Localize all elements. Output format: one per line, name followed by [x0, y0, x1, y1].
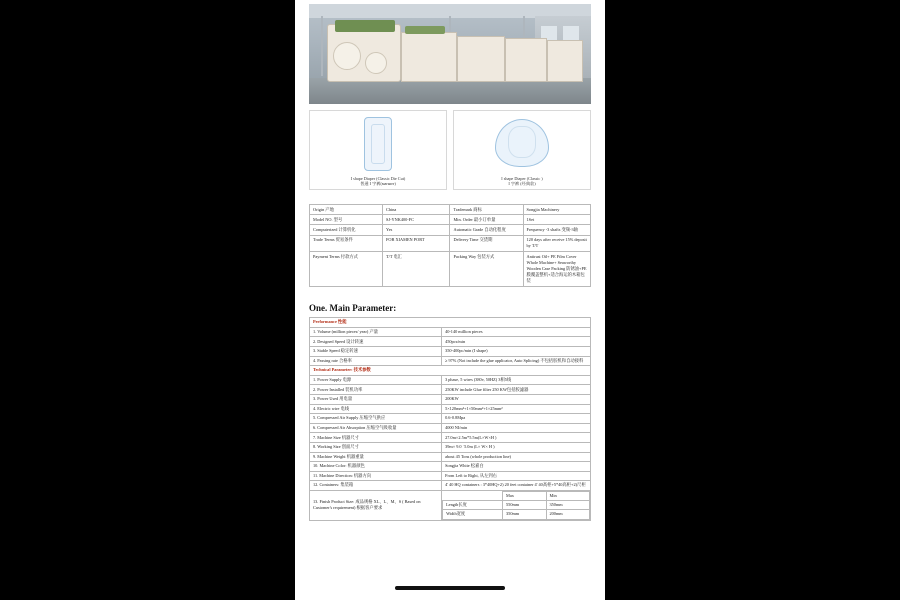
info-key: Automatic Grade 自动化程度 [450, 225, 523, 235]
table-row [310, 423, 591, 433]
param-value: 5×120mm²+1×50mm²+1×25mm² [442, 404, 591, 414]
info-key: Min. Order 最小订单量 [450, 215, 523, 225]
info-key: Packing Way 包装方式 [450, 252, 523, 287]
photo-material-roll [365, 52, 387, 74]
performance-section-header: Performance 性能 [310, 318, 591, 328]
dimension-label: Width宽度 [443, 510, 503, 519]
dimension-min: 200mm [546, 510, 590, 519]
param-label: 7. Machine Size 机器尺寸 [310, 433, 442, 443]
param-value: 3 phase, 5 wires (380v, 50HZ) 3相5线 [442, 375, 591, 385]
table-row [310, 394, 591, 404]
table-row [310, 346, 591, 356]
table-row [310, 356, 591, 366]
param-label: 4. Passing rate 合格率 [310, 356, 442, 366]
param-label: 5. Compressed Air Supply 压缩空气供应 [310, 414, 442, 424]
photo-machine-unit [401, 32, 457, 82]
info-value: Songjia Machinery [523, 205, 590, 215]
param-value: 4000 NI/min [442, 423, 591, 433]
table-row [310, 471, 591, 481]
dimension-max: 350mm [503, 510, 546, 519]
param-label: 12. Containers: 集装箱 [310, 481, 442, 491]
param-value: Songjia White 松嘉白 [442, 462, 591, 472]
col-header-min: Min [546, 491, 590, 500]
info-value: Frequency -3 shafts 变频-3轴 [523, 225, 590, 235]
photo-machine-unit [505, 38, 547, 82]
finish-product-row [310, 490, 591, 520]
home-indicator[interactable] [395, 586, 505, 590]
product-caption-en: I shape Diaper (Classic ) [501, 175, 543, 181]
photo-material-roll [333, 42, 361, 70]
param-label: 3. Power Used 用电量 [310, 394, 442, 404]
dimension-max: 550mm [503, 501, 546, 510]
param-label: 9. Machine Weight 机器重量 [310, 452, 442, 462]
table-row [310, 462, 591, 472]
param-label: 2. Designed Speed 设计转速 [310, 337, 442, 347]
product-caption-1 [310, 176, 446, 187]
table-row [310, 205, 591, 215]
product-caption-cn: 普通 I 字裤(магнит) [360, 181, 396, 187]
info-key: Trade Terms 贸易条件 [310, 235, 383, 251]
info-value: FOB XIAMEN PORT [383, 235, 450, 251]
param-value: 40-140 million pieces [442, 327, 591, 337]
param-value: about 45 Tons (whole production line) [442, 452, 591, 462]
param-label: 2. Power Installed 装机功率 [310, 385, 442, 395]
info-key: Origin 产地 [310, 205, 383, 215]
dimension-min: 350mm [546, 501, 590, 510]
table-row [310, 215, 591, 225]
product-info-table [309, 204, 591, 287]
table-row [443, 491, 590, 500]
section-header-row [310, 318, 591, 328]
page-title: One. Main Parameter: [309, 303, 397, 314]
diaper-die-cut-illustration [364, 117, 392, 171]
empty-cell [443, 491, 503, 500]
section-header-row [310, 366, 591, 376]
table-row [310, 404, 591, 414]
param-label: 1. Volume (million pieces/ year) 产量 [310, 327, 442, 337]
param-label: 6. Compressed Air Absorption 压缩空气吸收量 [310, 423, 442, 433]
table-row [310, 337, 591, 347]
param-value: 250KW include Glue filter 250 KW包括胶滤器 [442, 385, 591, 395]
photo-machine-unit [547, 40, 583, 82]
product-card-1 [309, 110, 447, 190]
param-value: 200KW [442, 394, 591, 404]
table-row [310, 385, 591, 395]
technical-section-header: Technical Parameter: 技术参数 [310, 366, 591, 376]
param-value: 4' 40 HQ containers : 3*40HQ+2) 20 feet container 4' 40高柜+5*40高柜+2)尺柜 [442, 481, 591, 491]
param-value: 0.6-0.8Mpa [442, 414, 591, 424]
param-label: 10. Machine Color: 机器颜色 [310, 462, 442, 472]
info-key: Model NO. 型号 [310, 215, 383, 225]
info-key: Payment Terms 付款方式 [310, 252, 383, 287]
param-label: 4. Electric wire 电线 [310, 404, 442, 414]
table-row [310, 235, 591, 251]
param-label: 1. Power Supply 电源 [310, 375, 442, 385]
info-value: T/T 电汇 [383, 252, 450, 287]
photo-green-cover [335, 20, 395, 32]
info-value: 120 days after receive 15% deposit by T/T [523, 235, 590, 251]
param-value: 39m× 9.0 ˙5.0m (L× W× H ) [442, 442, 591, 452]
product-caption-cn: I 字裤 (经典款) [508, 181, 536, 187]
dimension-label: Length长度 [443, 501, 503, 510]
table-row [443, 501, 590, 510]
table-row [443, 510, 590, 519]
finish-product-size-table-cell [442, 490, 591, 520]
finish-product-label: 13. Finish Product Size: 成品规格 XL、L、M、S ( Based on Customer's requirement) 根据客户要求 [310, 490, 442, 520]
param-value: From Left to Right, 从左到右 [442, 471, 591, 481]
table-row [310, 414, 591, 424]
param-value: 450pcs/min [442, 337, 591, 347]
product-caption-en: I shape Diaper (Classic Die Cut) [350, 175, 406, 181]
table-row [310, 225, 591, 235]
table-row [310, 252, 591, 287]
factory-photo [309, 4, 591, 104]
info-key: Computerized 计算机化 [310, 225, 383, 235]
product-card-2 [453, 110, 591, 190]
parameter-table [309, 317, 591, 520]
photo-green-cover [405, 26, 445, 34]
info-value: China [383, 205, 450, 215]
param-label: 3. Stable Speed 稳定转速 [310, 346, 442, 356]
param-value: ≥ 97% (Not include the glue applicator, Auto Splicing) 不包括胶机和自动接料 [442, 356, 591, 366]
info-value: Antirust Oil+ PE Film Cover Whole Machine+ Seaworthy Wooden Case Packing 防锈油+PE膜覆盖整机+适合海运的木箱包装 [523, 252, 590, 287]
info-key: Trademark 商标 [450, 205, 523, 215]
info-value: SJ-YNK400-FC [383, 215, 450, 225]
photo-pole [321, 16, 323, 76]
info-value: 1Set [523, 215, 590, 225]
info-value: Yes [383, 225, 450, 235]
table-row [310, 481, 591, 491]
table-row [310, 327, 591, 337]
col-header-max: Max [503, 491, 546, 500]
finish-product-size-table [442, 491, 590, 520]
table-row [310, 452, 591, 462]
photo-machine-unit [457, 36, 505, 82]
product-caption-2 [454, 176, 590, 187]
diaper-classic-illustration [495, 119, 549, 167]
table-row [310, 375, 591, 385]
param-value: 27.0m×2.5m*5.5m(L×W×H ) [442, 433, 591, 443]
param-value: 350-400pc/min (I shape) [442, 346, 591, 356]
product-image-row [309, 110, 591, 190]
document-page [295, 0, 605, 600]
info-key: Delivery Time 交货期 [450, 235, 523, 251]
param-label: 8. Working Size 创面尺寸 [310, 442, 442, 452]
table-row [310, 442, 591, 452]
param-label: 11. Machine Direction: 机器方向 [310, 471, 442, 481]
table-row [310, 433, 591, 443]
